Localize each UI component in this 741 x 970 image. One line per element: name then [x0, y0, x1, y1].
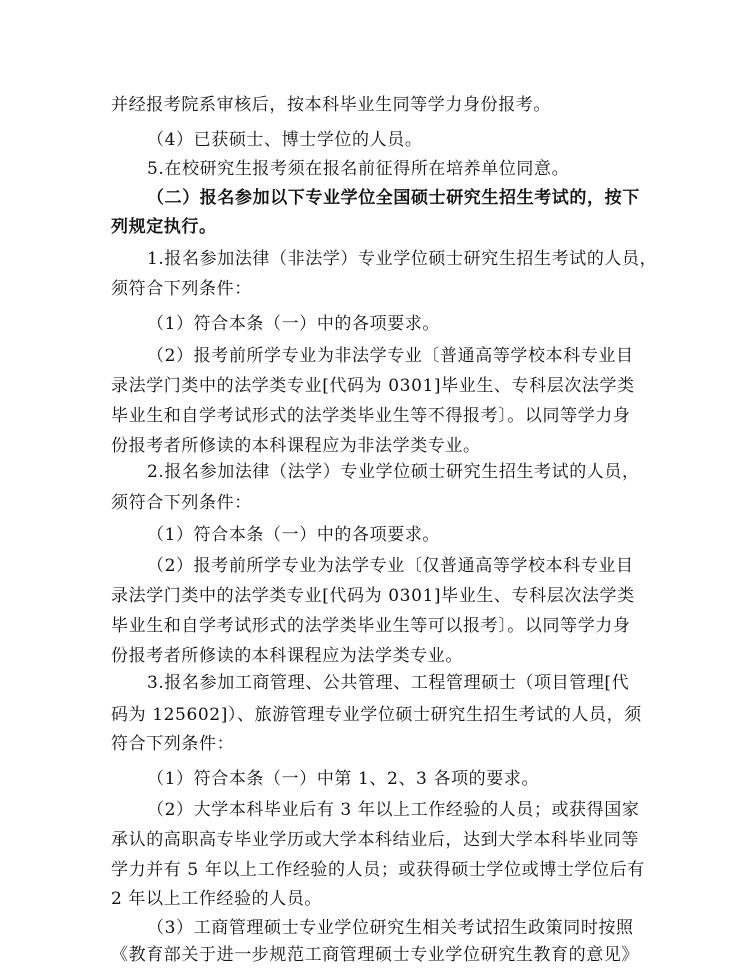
text-line: 份报考者所修读的本科课程应为非法学类专业。 [111, 436, 481, 456]
text-line: 须符合下列条件： [111, 493, 252, 513]
text-line: 学力并有 5 年以上工作经验的人员；或获得硕士学位或博士学位后有 [111, 860, 645, 880]
text-line: 2 年以上工作经验的人员。 [111, 889, 323, 909]
text-line: （3）工商管理硕士专业学位研究生相关考试招生政策同时按照 [147, 918, 634, 938]
section-heading-line: （二）报名参加以下专业学位全国硕士研究生招生考试的，按下 [147, 188, 640, 208]
text-line: 2.报名参加法律（法学）专业学位硕士研究生招生考试的人员， [147, 462, 640, 482]
text-line: 须符合下列条件： [111, 279, 252, 299]
section-heading-line: 列规定执行。 [111, 217, 217, 237]
text-line: 并经报考院系审核后，按本科毕业生同等学力身份报考。 [111, 95, 551, 115]
text-line: （2）大学本科毕业后有 3 年以上工作经验的人员；或获得国家 [147, 800, 640, 820]
text-line: 1.报名参加法律（非法学）专业学位硕士研究生招生考试的人员， [147, 249, 658, 269]
text-line: 《教育部关于进一步规范工商管理硕士专业学位研究生教育的意见》 [111, 945, 639, 965]
text-line: （2）报考前所学专业为法学专业〔仅普通高等学校本科专业目 [147, 556, 634, 576]
text-line: 符合下列条件： [111, 734, 235, 754]
text-line: 毕业生和自学考试形式的法学类毕业生等可以报考〕。以同等学力身 [111, 616, 631, 636]
text-line: 3.报名参加工商管理、公共管理、工程管理硕士（项目管理[代 [147, 673, 630, 693]
text-line: （1）符合本条（一）中的各项要求。 [147, 525, 441, 545]
text-line: 录法学门类中的法学类专业[代码为 0301]毕业生、专科层次法学类 [111, 586, 635, 606]
text-line: （2）报考前所学专业为非法学专业〔普通高等学校本科专业目 [147, 346, 634, 366]
text-line: （1）符合本条（一）中第 1、2、3 各项的要求。 [147, 769, 540, 789]
text-line: （1）符合本条（一）中的各项要求。 [147, 314, 441, 334]
text-line: 5.在校研究生报考须在报名前征得所在培养单位同意。 [147, 159, 570, 179]
text-line: 承认的高职高专毕业学历或大学本科结业后，达到大学本科毕业同等 [111, 830, 639, 850]
text-line: 码为 125602]）、旅游管理专业学位硕士研究生招生考试的人员，须 [111, 705, 642, 725]
text-line: （4）已获硕士、博士学位的人员。 [147, 130, 423, 150]
text-line: 录法学门类中的法学类专业[代码为 0301]毕业生、专科层次法学类 [111, 376, 635, 396]
text-line: 份报考者所修读的本科课程应为法学类专业。 [111, 646, 463, 666]
text-line: 毕业生和自学考试形式的法学类毕业生等不得报考〕。以同等学力身 [111, 406, 631, 426]
